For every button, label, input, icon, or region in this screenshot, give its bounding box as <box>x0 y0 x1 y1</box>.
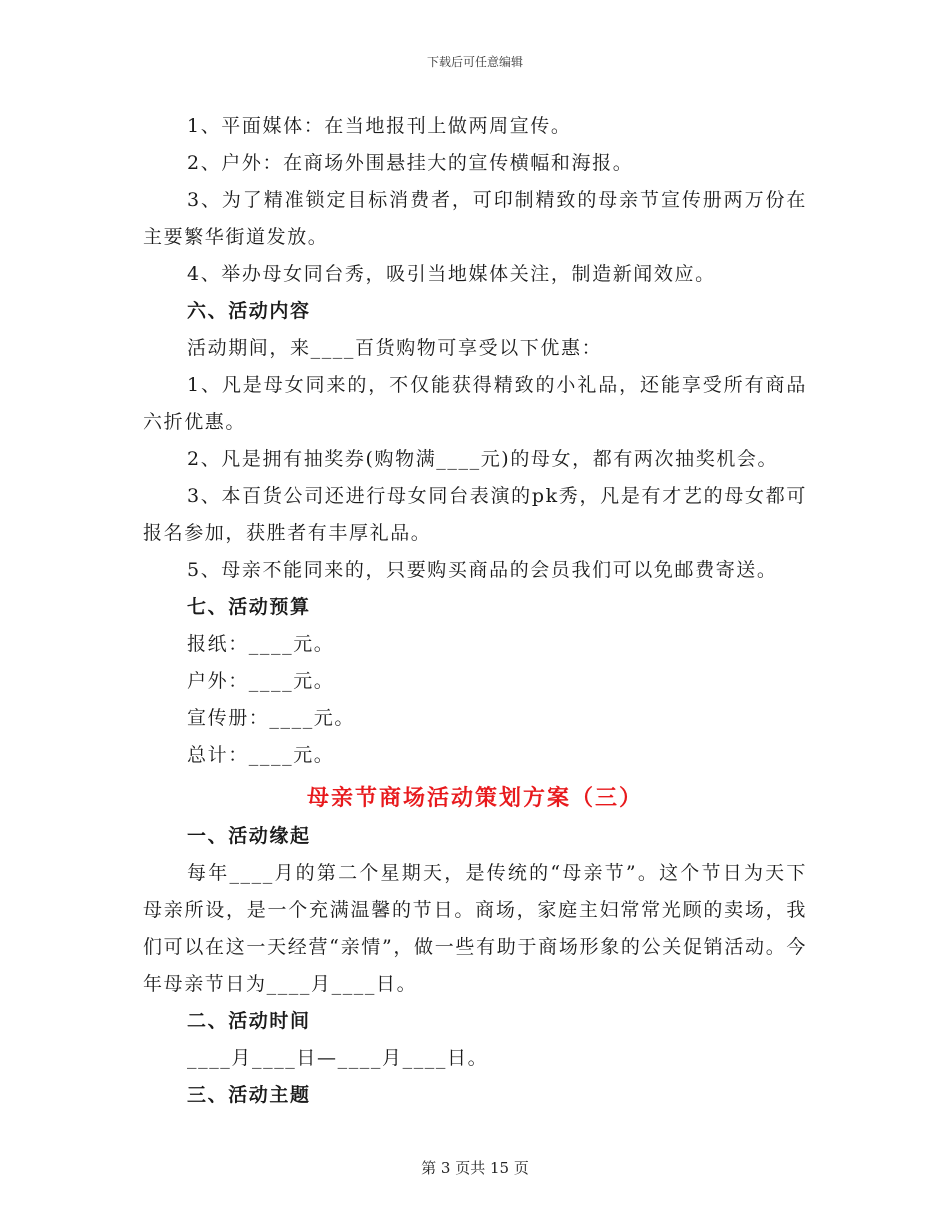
section-heading-theme: 三、活动主题 <box>187 1084 311 1106</box>
paragraph-promo-2: 2、户外：在商场外围悬挂大的宣传横幅和海报。 <box>187 152 634 174</box>
document-body <box>143 108 807 1114</box>
paragraph-time: ____月____日—____月____日。 <box>187 1047 489 1069</box>
paragraph-origin: 每年____月的第二个星期天，是传统的“母亲节”。这个节日为天下母亲所设，是一个充满温馨的节日。商场，家庭主妇常常光顾的卖场，我们可以在这一天经营“亲情”，做一些有助于商场形象的公关促销活动。今年母亲节日为____月____日。 <box>143 862 807 995</box>
section-heading-content: 六、活动内容 <box>187 300 311 322</box>
budget-line-newspaper: 报纸：____元。 <box>187 633 335 655</box>
paragraph-offer-1: 1、凡是母女同来的，不仅能获得精致的小礼品，还能享受所有商品六折优惠。 <box>143 374 807 433</box>
document-title: 母亲节商场活动策划方案（三） <box>306 785 643 811</box>
paragraph-offer-2: 2、凡是拥有抽奖券(购物满____元)的母女，都有两次抽奖机会。 <box>187 448 779 470</box>
section-heading-origin: 一、活动缘起 <box>187 825 311 847</box>
section-heading-budget: 七、活动预算 <box>187 596 311 618</box>
paragraph-offer-3: 3、本百货公司还进行母女同台表演的pk秀，凡是有才艺的母女都可报名参加，获胜者有丰厚礼品。 <box>143 485 807 544</box>
budget-line-brochure: 宣传册：____元。 <box>187 707 356 729</box>
budget-line-outdoor: 户外：____元。 <box>187 670 335 692</box>
section-heading-time: 二、活动时间 <box>187 1010 311 1032</box>
budget-line-total: 总计：____元。 <box>187 744 335 766</box>
paragraph-promo-1: 1、平面媒体：在当地报刊上做两周宣传。 <box>187 115 572 137</box>
page-header: 下载后可任意编辑 <box>426 55 523 69</box>
page-footer: 第 3 页共 15 页 <box>421 1159 529 1177</box>
paragraph-promo-4: 4、举办母女同台秀，吸引当地媒体关注，制造新闻效应。 <box>187 263 716 285</box>
paragraph-promo-3: 3、为了精准锁定目标消费者，可印制精致的母亲节宣传册两万份在主要繁华街道发放。 <box>143 189 807 248</box>
paragraph-offer-5: 5、母亲不能同来的，只要购买商品的会员我们可以免邮费寄送。 <box>187 559 778 581</box>
paragraph-content-intro: 活动期间，来____百货购物可享受以下优惠： <box>187 337 603 359</box>
